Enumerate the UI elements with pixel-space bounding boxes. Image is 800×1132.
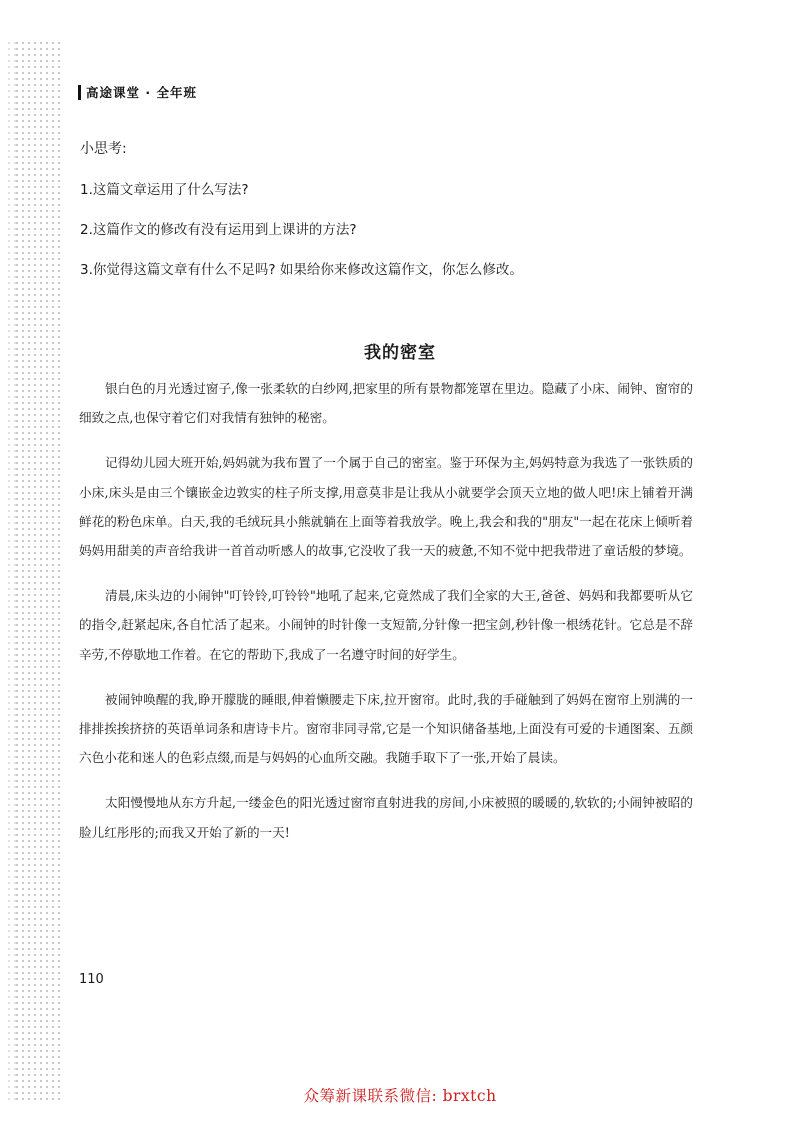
question-item: 1.这篇文章运用了什么写法? bbox=[80, 182, 249, 198]
essay-paragraph: 太阳慢慢地从东方升起,一缕金色的阳光透过窗帘直射进我的房间,小床被照的暖暖的,软软的;小闹钟被昭的脸儿红彤彤的;而我又开始了新的一天! bbox=[79, 795, 693, 840]
questions-heading: 小思考: bbox=[80, 141, 127, 157]
essay-paragraph: 被闹钟唤醒的我,睁开朦胧的睡眼,伸着懒腰走下床,拉开窗帘。此时,我的手碰触到了妈妈在窗帘上别满的一排排挨挨挤挤的英语单词条和唐诗卡片。窗帘非同寻常,它是一个知识储备基地,上面没有可爱的卡通图案、五颜六色小花和迷人的色彩点缀,而是与妈妈的心血所交融。我随手取下了一张,开始了晨读。 bbox=[79, 691, 693, 766]
question-item: 3.你觉得这篇文章有什么不足吗? 如果给你来修改这篇作文，你怎么修改。 bbox=[80, 262, 523, 278]
header-text: 高途课堂 · 全年班 bbox=[86, 85, 197, 100]
header-bar-mark bbox=[78, 85, 81, 100]
page-number: 110 bbox=[79, 972, 104, 987]
essay-paragraph: 银白色的月光透过窗子,像一张柔软的白纱网,把家里的所有景物都笼罩在里边。隐藏了小床、闹钟、窗帘的细致之点,也保守着它们对我情有独钟的秘密。 bbox=[79, 381, 693, 426]
essay-body bbox=[79, 374, 693, 863]
essay-title: 我的密室 bbox=[364, 343, 436, 363]
watermark-text: 众筹新课联系微信: brxtch bbox=[303, 1087, 497, 1105]
running-header bbox=[78, 84, 197, 100]
essay-paragraph: 记得幼儿园大班开始,妈妈就为我布置了一个属于自己的密室。鉴于环保为主,妈妈特意为我选了一张铁质的小床,床头是由三个镶嵌金边敦实的柱子所支撑,用意莫非是让我从小就要学会顶天立地的做人吧!床上铺着开满鲜花的粉色床单。白天,我的毛绒玩具小熊就躺在上面等着我放学。晚上,我会和我的"朋友"一起在花床上倾听着妈妈用甜美的声音给我讲一首首动听感人的故事,它没收了我一天的疲惫,不知不觉中把我带进了童话般的梦境。 bbox=[79, 455, 693, 559]
essay-paragraph: 清晨,床头边的小闹钟"叮铃铃,叮铃铃"地吼了起来,它竟然成了我们全家的大王,爸爸、妈妈和我都要听从它的指令,赶紧起床,各自忙活了起来。小闹钟的时针像一支短箭,分针像一把宝剑,秒针像一根绣花针。它总是不辞辛劳,不停歇地工作着。在它的帮助下,我成了一名遵守时间的好学生。 bbox=[79, 588, 693, 662]
margin-dot-texture bbox=[14, 40, 62, 1100]
question-item: 2.这篇作文的修改有没有运用到上课讲的方法? bbox=[80, 222, 357, 238]
